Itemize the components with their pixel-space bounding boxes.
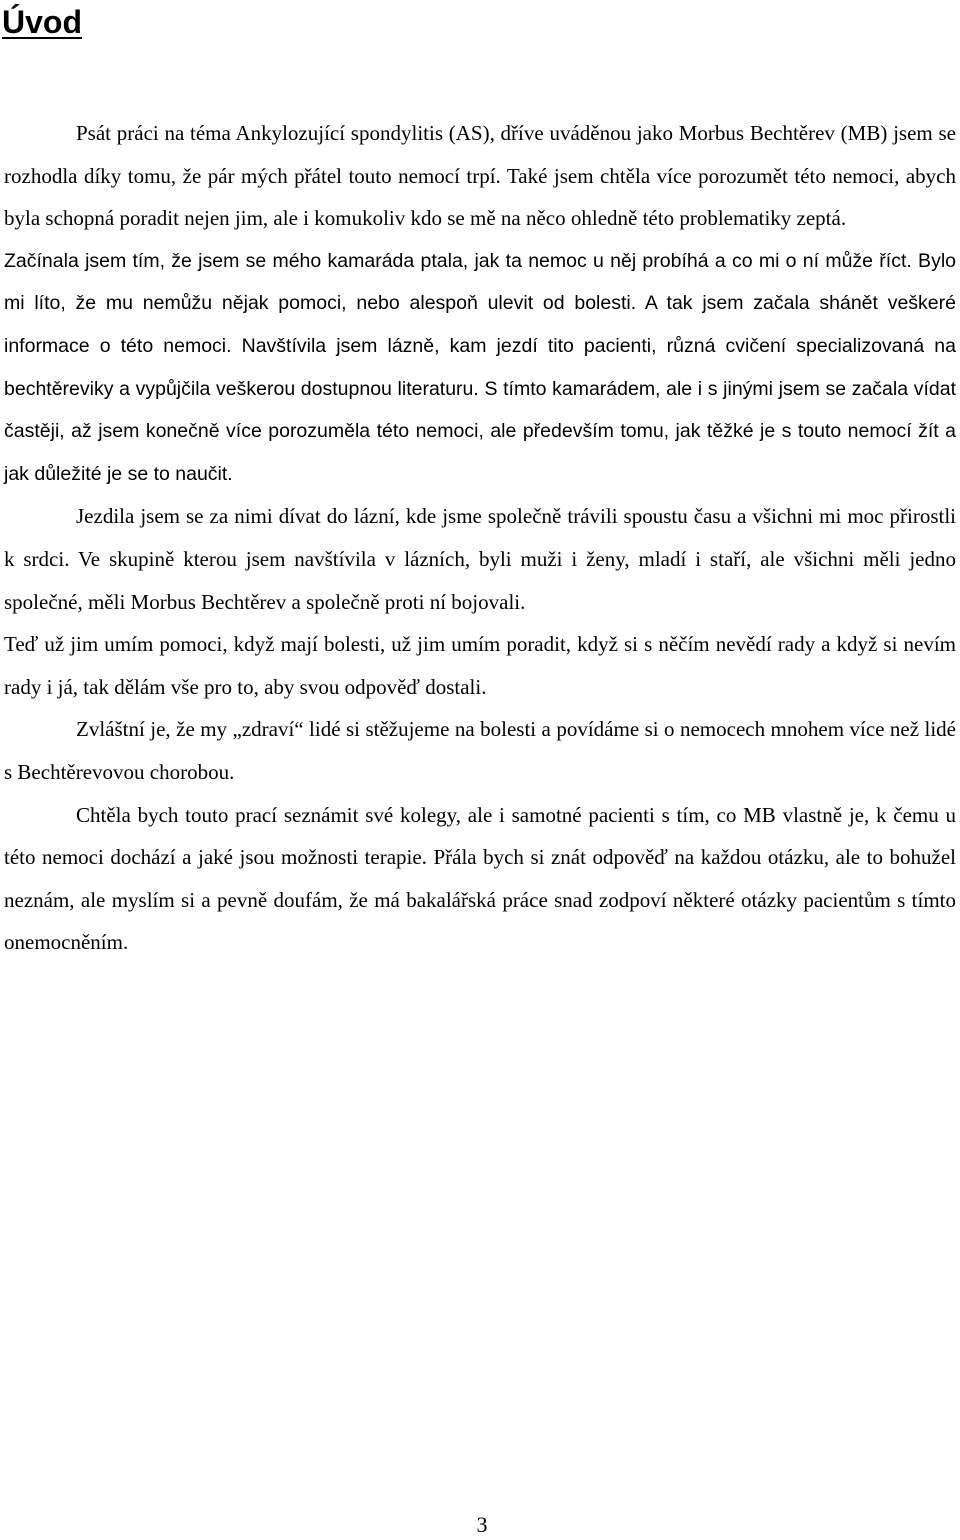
paragraph-healthy: Zvláštní je, že my „zdraví“ lidé si stěžujeme na bolesti a povídáme si o nemocech mnohem více než lidé s Bechtěrevovou chorobou. [4, 717, 956, 784]
paragraph-help: Teď už jim umím pomoci, když mají bolesti, už jim umím poradit, když si s něčím nevědí rady a když si nevím rady i já, tak dělám vše pro to, aby svou odpověď dostali. [4, 632, 956, 699]
body-text [4, 112, 956, 964]
paragraph-motivation: Psát práci na téma Ankylozující spondylitis (AS), dříve uváděnou jako Morbus Bechtěrev (MB) jsem se rozhodla díky tomu, že pár mých přátel touto nemocí trpí. Také jsem chtěla více porozumět této nemoci, abych byla schopná poradit nejen jim, ale i komukoliv kdo se mě na něco ohledně této problematiky zeptá. [4, 121, 956, 231]
paragraph-spa: Jezdila jsem se za nimi dívat do lázní, kde jsme společně trávili spoustu času a všichni mi moc přirostli k srdci. Ve skupině kterou jsem navštívila v lázních, byli muži i ženy, mladí i staří, ale všichni měli jedno společné, měli Morbus Bechtěrev a společně proti ní bojovali. [4, 504, 956, 614]
paragraph-friend: Začínala jsem tím, že jsem se mého kamaráda ptala, jak ta nemoc u něj probíhá a co mi o ní může říct. Bylo mi líto, že mu nemůžu nějak pomoci, nebo alespoň ulevit od bolesti. A tak jsem začala shánět veškeré informace o této nemoci. Navštívila jsem lázně, kam jezdí tito pacienti, různá cvičení specializovaná na bechtěreviky a vypůjčila veškerou dostupnou literaturu. S tímto kamarádem, ale i s jinými jsem se začala vídat častěji, až jsem konečně více porozuměla této nemoci, ale především tomu, jak těžké je s touto nemocí žít a jak důležité je se to naučit. [4, 249, 956, 485]
page-number [0, 1512, 960, 1538]
page-number-text: 3 [476, 1512, 488, 1537]
paragraph-goal: Chtěla bych touto prací seznámit své kolegy, ale i samotné pacienti s tím, co MB vlastně je, k čemu u této nemoci dochází a jaké jsou možnosti terapie. Přála bych si znát odpověď na každou otázku, ale to bohužel neznám, ale myslím si a pevně doufám, že má bakalářská práce snad zodpoví některé otázky pacientům s tímto onemocněním. [4, 802, 956, 955]
section-heading: Úvod [2, 4, 82, 40]
